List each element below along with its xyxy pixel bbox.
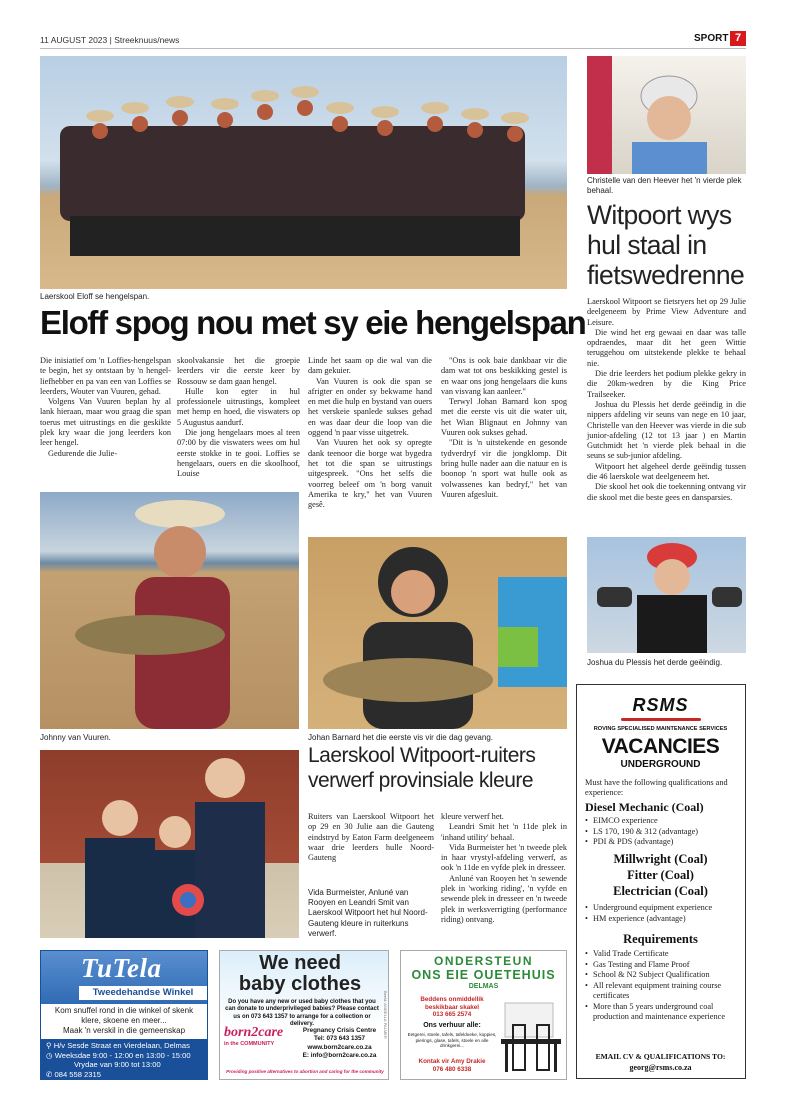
christelle-caption: Christelle van den Heever het 'n vierde plek behaal.: [587, 176, 742, 195]
johnny-illustration: [40, 492, 299, 729]
list-item: • EIMCO experience: [585, 816, 743, 827]
born2care-contact: Pregnancy Crisis Centre Tel: 073 643 1357 www.born2care.co.za E: info@born2care.co.za: [302, 1027, 377, 1059]
joshua-illustration: [587, 537, 746, 653]
ouetehuis-title: ONDERSTEUN ONS EIE OUETEHUIS: [411, 954, 556, 982]
tufela-banner: [41, 951, 207, 1004]
tufela-phone[interactable]: 084 558 2315: [54, 1069, 101, 1079]
born2care-logo: born2care in the COMMUNITY: [224, 1025, 284, 1047]
ouetehuis-contact: Kontak vir Amy Drakie 076 480 6338: [418, 1058, 486, 1073]
fishing-team-photo: [40, 56, 567, 289]
page-number-badge: 7: [730, 31, 746, 46]
eloff-column-4: "Ons is ook baie dankbaar vir die dam wat tot ons beskikking gestel is en waar ons jong hengelaars die kuns van visvang kan aanleer." Terwyl Johan Barnard kon spog met die eerste vis uit die water uit, het Wian Blignaut en Johnny van Vuuren ook sukses gehad. "Dit is 'n uitstekende en gesonde tydverdryf vir die jongklomp. Dit bring hulle nader aan die natuur en is boonop 'n sport wat hulle ook as volwassenes kan bedryf," het van Vuuren afgesluit.: [441, 356, 567, 499]
team-illustration: [40, 56, 567, 289]
vacancies-title: VACANCIES: [601, 735, 720, 758]
rsms-tagline: ROVING SPECIALISED MAINTENANCE SERVICES: [593, 726, 728, 732]
list-item: • More than 5 years underground coal production and maintenance experience: [585, 1002, 741, 1023]
rsms-logo: RSMS: [632, 695, 689, 715]
tufela-address: H/v Sesde Straat en Vierdelaan, Delmas: [53, 1041, 190, 1050]
rsms-logo-swoosh: [621, 718, 701, 721]
eloff-headline: Eloff spog nou met sy eie hengelspan: [40, 304, 586, 341]
witpoort-body: Laerskool Witpoort se fietsryers het op 29 Julie deelgeneem by Prime View Adventure and Leisure. Die wind het erg gewaai en daar was talle opdraendes, maar dit het geen Wittie teruggehou om uitstekende plekke te behaal nie. Die drie leerders het podium plekke gekry in die 20km-wedren by die King Price Trailseeker. Joshua du Plessis het derde geëindig in die nippers afdeling vir seuns van nege en 10 jaar, Christelle van den Heever was vierde in die sub junior-afdeling (12 tot 13 jaar ) en Martin Gutchmidt het 'n vierde plek behaal in die seuns se sub-junior afdeling. Witpoort het algeheel derde geëindig tussen die 46 laerskole wat deelgeneem het. Die skool het ook die toekenning ontvang vir die skool met die beste gees en dansparsies.: [587, 297, 746, 502]
johnny-caption: Johnny van Vuuren.: [40, 733, 111, 742]
team-photo-caption: Laerskool Eloff se hengelspan.: [40, 292, 150, 301]
list-item: • HM experience (advantage): [585, 914, 743, 925]
johan-illustration: [308, 537, 567, 729]
baby-clothes-title: We need baby clothes: [238, 952, 362, 995]
witpoort-headline: Witpoort wys hul staal in fietswedrenne: [587, 200, 745, 290]
beds-info: Beddens onmiddellik beskikbaar skakel 013 665 2574: [420, 996, 484, 1019]
tufela-subtitle: Tweedehandse Winkel: [79, 986, 207, 1000]
rsms-intro: Must have the following qualifications and experience:: [585, 778, 728, 797]
email-label: EMAIL CV & QUALIFICATIONS TO:: [595, 1052, 726, 1061]
underground-title: UNDERGROUND: [620, 759, 701, 770]
johan-caption: Johan Barnard het die eerste vis vir die dag gevang.: [308, 733, 494, 742]
johan-photo: [308, 537, 567, 729]
riders-illustration: [40, 750, 299, 938]
location-pin-icon: ⚲: [46, 1041, 52, 1050]
other-roles: Millwright (Coal) Fitter (Coal) Electrician (Coal): [613, 852, 708, 898]
requirements-list: [585, 949, 741, 1023]
list-item: • Underground equipment experience: [585, 903, 743, 914]
rental-title: Ons verhuur alle:: [423, 1022, 481, 1029]
photo-credit: Beeld: ANGELLA PALMER: [383, 991, 388, 1039]
requirements-title: Requirements: [623, 932, 698, 946]
johnny-photo: [40, 492, 299, 729]
list-item: • LS 170, 190 & 312 (advantage): [585, 827, 743, 838]
issue-date: 11 AUGUST 2023: [40, 35, 108, 45]
tufela-logo: TuTela: [81, 953, 162, 983]
joshua-caption: Joshua du Plessis het derde geëindig.: [587, 658, 723, 667]
page-header-date: 11 AUGUST 2023 | Streeknuus/news: [40, 35, 180, 45]
rental-items: Eetgerei, stoele, tafels, tafeldoeke, koppies, pierings, glase, tafels, stoele en alle drinkgerei...: [407, 1032, 497, 1049]
baby-clothes-body: Do you have any new or used baby clothes that you can donate to underprivileged babies? Please contact us on 073 643 1357 to arrange for a collection or delivery.: [225, 999, 379, 1027]
list-item: • Valid Trade Certificate: [585, 949, 741, 960]
tufela-ad: [40, 950, 208, 1080]
riders-column-1: Ruiters van Laerskool Witpoort het op 29 en 30 Julie aan die Gauteng eindstryd by Eaton Farm deelgeneem waar drie leerders hulle Noord-Gauteng: [308, 812, 434, 863]
dining-set-image: [499, 995, 565, 1075]
list-item: • All relevant equipment training course certificates: [585, 981, 741, 1002]
list-item: • Gas Testing and Flame Proof: [585, 960, 741, 971]
list-item: • School & N2 Subject Qualification: [585, 970, 741, 981]
email-address[interactable]: georg@rsms.co.za: [629, 1063, 692, 1072]
riders-headline: Laerskool Witpoort-ruiters verwerf provinsiale kleure: [308, 744, 536, 792]
eloff-column-2: skoolvakansie het die groepie leerders vir die eerste keer by Rossouw se dam gaan hengel. Hulle kon egter in hul professionele uitrustings, kompleet met hemp en hoed, die viswaters op 5 Augustus aandurf. Die jong hengelaars moes al teen 07:00 by die viswaters wees om hul eerste stokke in te gooi. Loffies se hengelaars, ouers en die skoolhoof, Louise: [177, 356, 300, 479]
tufela-info-bar: ⚲ H/v Sesde Straat en Vierdelaan, Delmas ◷ Weeksdae 9:00 - 12:00 en 13:00 - 15:00 Vrydae van 9:00 tot 13:00 ✆ 084 558 2315: [41, 1039, 207, 1080]
clock-icon: ◷: [46, 1050, 53, 1060]
phone-icon: ✆: [46, 1069, 53, 1079]
town-label: DELMAS: [468, 983, 499, 990]
riders-column-2: kleure verwerf het. Leandri Smit het 'n 11de plek in 'inhand utility' behaal. Vida Burmeister het 'n tweede plek in haar vrystyl-afdeling verwerf, as ook 'n 11de en vyfde plek in dresseer. Anluné van Rooyen het 'n sewende plek in 'working riding', 'n vyfde en sewende plek in dresseer en 'n tweede plek in werksverrigting (performance riding) ontvang.: [441, 812, 567, 924]
riders-photo: [40, 750, 299, 938]
christelle-photo: [587, 56, 746, 174]
eloff-column-1: Die inisiatief om 'n Loffies-hengelspan te begin, het sy ontstaan by 'n hengel-liefhebber en pa van een van Loffies se leerders, Wouter van Vuuren, gehad. Volgens Van Vuuren beplan hy al lank hieraan, maar wou graag die span toerus met uitrustings en die geskikte plek kry waar die jong leerders kon leer hengel. Gedurende die Julie-: [40, 356, 171, 458]
roles-list: [585, 903, 743, 924]
list-item: • PDI & PDS (advantage): [585, 837, 743, 848]
diesel-list: [585, 816, 743, 848]
born2care-footer: Providing positive alternatives to abortion and caring for the community: [226, 1069, 384, 1074]
joshua-photo: [587, 537, 746, 653]
christelle-illustration: [587, 56, 746, 174]
section-label: SPORT: [694, 33, 729, 44]
diesel-role: Diesel Mechanic (Coal): [585, 800, 704, 814]
riders-caption: Vida Burmeister, Anluné van Rooyen en Leandri Smit van Laerskool Witpoort het hul Noord-Gauteng kleure in ruiterkuns verwerf.: [308, 888, 428, 938]
eloff-column-3: Linde het saam op die wal van die dam gekuier. Van Vuuren is ook die span se afrigter en onder sy bekwame hand en met die hulp en bystand van ouers het verskeie spanlede sukses gehad en was daar deur die loop van die oggend 'n paar visse uitgetrek. Van Vuuren het ook sy opregte dank teenoor die borge wat bygedra het tot die span se uitrustings uitgespreek. "Ons het selfs die voorreg beleef om 'n borg vanuit Amerika te kry," het van Vuuren gesê.: [308, 356, 432, 510]
tufela-text: Kom snuffel rond in die winkel of skenk klere, skoene en meer... Maak 'n verskil in die gemeenskap: [54, 1006, 194, 1036]
baby-clothes-ad: [219, 950, 389, 1080]
rsms-vacancy-ad: [576, 684, 746, 1079]
publication-name: Streeknuus/news: [114, 35, 180, 45]
header-rule: [40, 48, 746, 49]
ouetehuis-ad: [400, 950, 567, 1080]
